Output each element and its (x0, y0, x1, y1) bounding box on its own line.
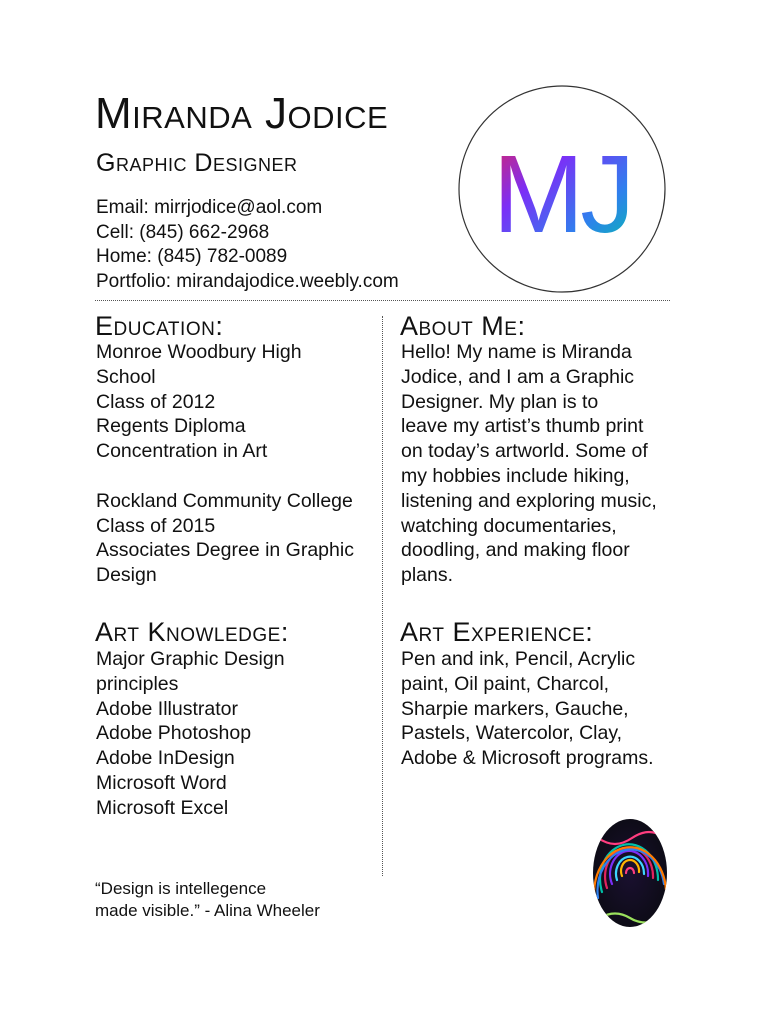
logo-monogram: MJ (492, 133, 632, 256)
education-line: Regents Diploma (96, 415, 246, 438)
contact-info (96, 196, 399, 294)
contact-cell: Cell: (845) 662-2968 (96, 221, 270, 243)
education-line: Monroe Woodbury High (96, 341, 302, 363)
knowledge-line: Adobe InDesign (96, 747, 235, 770)
art-knowledge-section (96, 647, 285, 821)
education-section (96, 340, 354, 588)
education-line: Class of 2015 (96, 514, 216, 537)
art-knowledge-heading: Art Knowledge: (95, 617, 289, 647)
about-line: leave my artist’s thumb print (401, 415, 644, 438)
header-divider (95, 300, 670, 301)
about-heading: About Me: (400, 311, 526, 341)
contact-home: Home: (845) 782-0089 (96, 246, 288, 267)
about-line: Jodice, and I am a Graphic (401, 365, 635, 388)
about-line: listening and exploring music, (401, 489, 657, 512)
about-line: my hobbies include hiking, (401, 464, 630, 487)
knowledge-line: principles (96, 672, 179, 695)
education-line: Class of 2012 (96, 390, 216, 413)
quote (95, 878, 320, 921)
experience-line: paint, Oil paint, Charcol, (401, 672, 610, 695)
about-line: plans. (401, 564, 454, 587)
contact-email: Email: mirrjodice@aol.com (96, 197, 323, 218)
education-line: Associates Degree in Graphic (96, 539, 354, 562)
knowledge-line: Microsoft Excel (96, 796, 229, 819)
experience-line: Sharpie markers, Gauche, (401, 697, 629, 720)
about-section (401, 340, 657, 588)
education-heading: Education: (95, 311, 224, 341)
experience-line: Adobe & Microsoft programs. (401, 747, 654, 770)
knowledge-line: Microsoft Word (96, 771, 227, 794)
name-heading: Miranda Jodice (95, 89, 389, 138)
education-line: School (96, 365, 156, 388)
quote-line: made visible.” - Alina Wheeler (95, 900, 320, 920)
art-experience-section (401, 647, 654, 771)
education-line: Concentration in Art (96, 440, 268, 463)
education-line: Design (96, 564, 157, 587)
education-line: Rockland Community College (96, 489, 353, 512)
knowledge-line: Major Graphic Design (96, 648, 285, 670)
thumbprint-icon (592, 818, 668, 928)
art-experience-heading: Art Experience: (400, 617, 594, 647)
job-title: Graphic Designer (96, 149, 298, 177)
column-divider (382, 316, 383, 876)
contact-portfolio: Portfolio: mirandajodice.weebly.com (96, 270, 399, 292)
about-line: on today’s artworld. Some of (401, 440, 648, 463)
mj-logo (454, 84, 670, 294)
knowledge-line: Adobe Illustrator (96, 697, 238, 720)
about-line: Designer. My plan is to (401, 390, 599, 413)
about-line: doodling, and making floor (401, 539, 630, 562)
about-line: watching documentaries, (401, 514, 617, 537)
experience-line: Pen and ink, Pencil, Acrylic (401, 648, 636, 670)
about-line: Hello! My name is Miranda (401, 341, 632, 363)
knowledge-line: Adobe Photoshop (96, 722, 252, 745)
experience-line: Pastels, Watercolor, Clay, (401, 722, 623, 745)
quote-line: “Design is intellegence (95, 879, 267, 898)
